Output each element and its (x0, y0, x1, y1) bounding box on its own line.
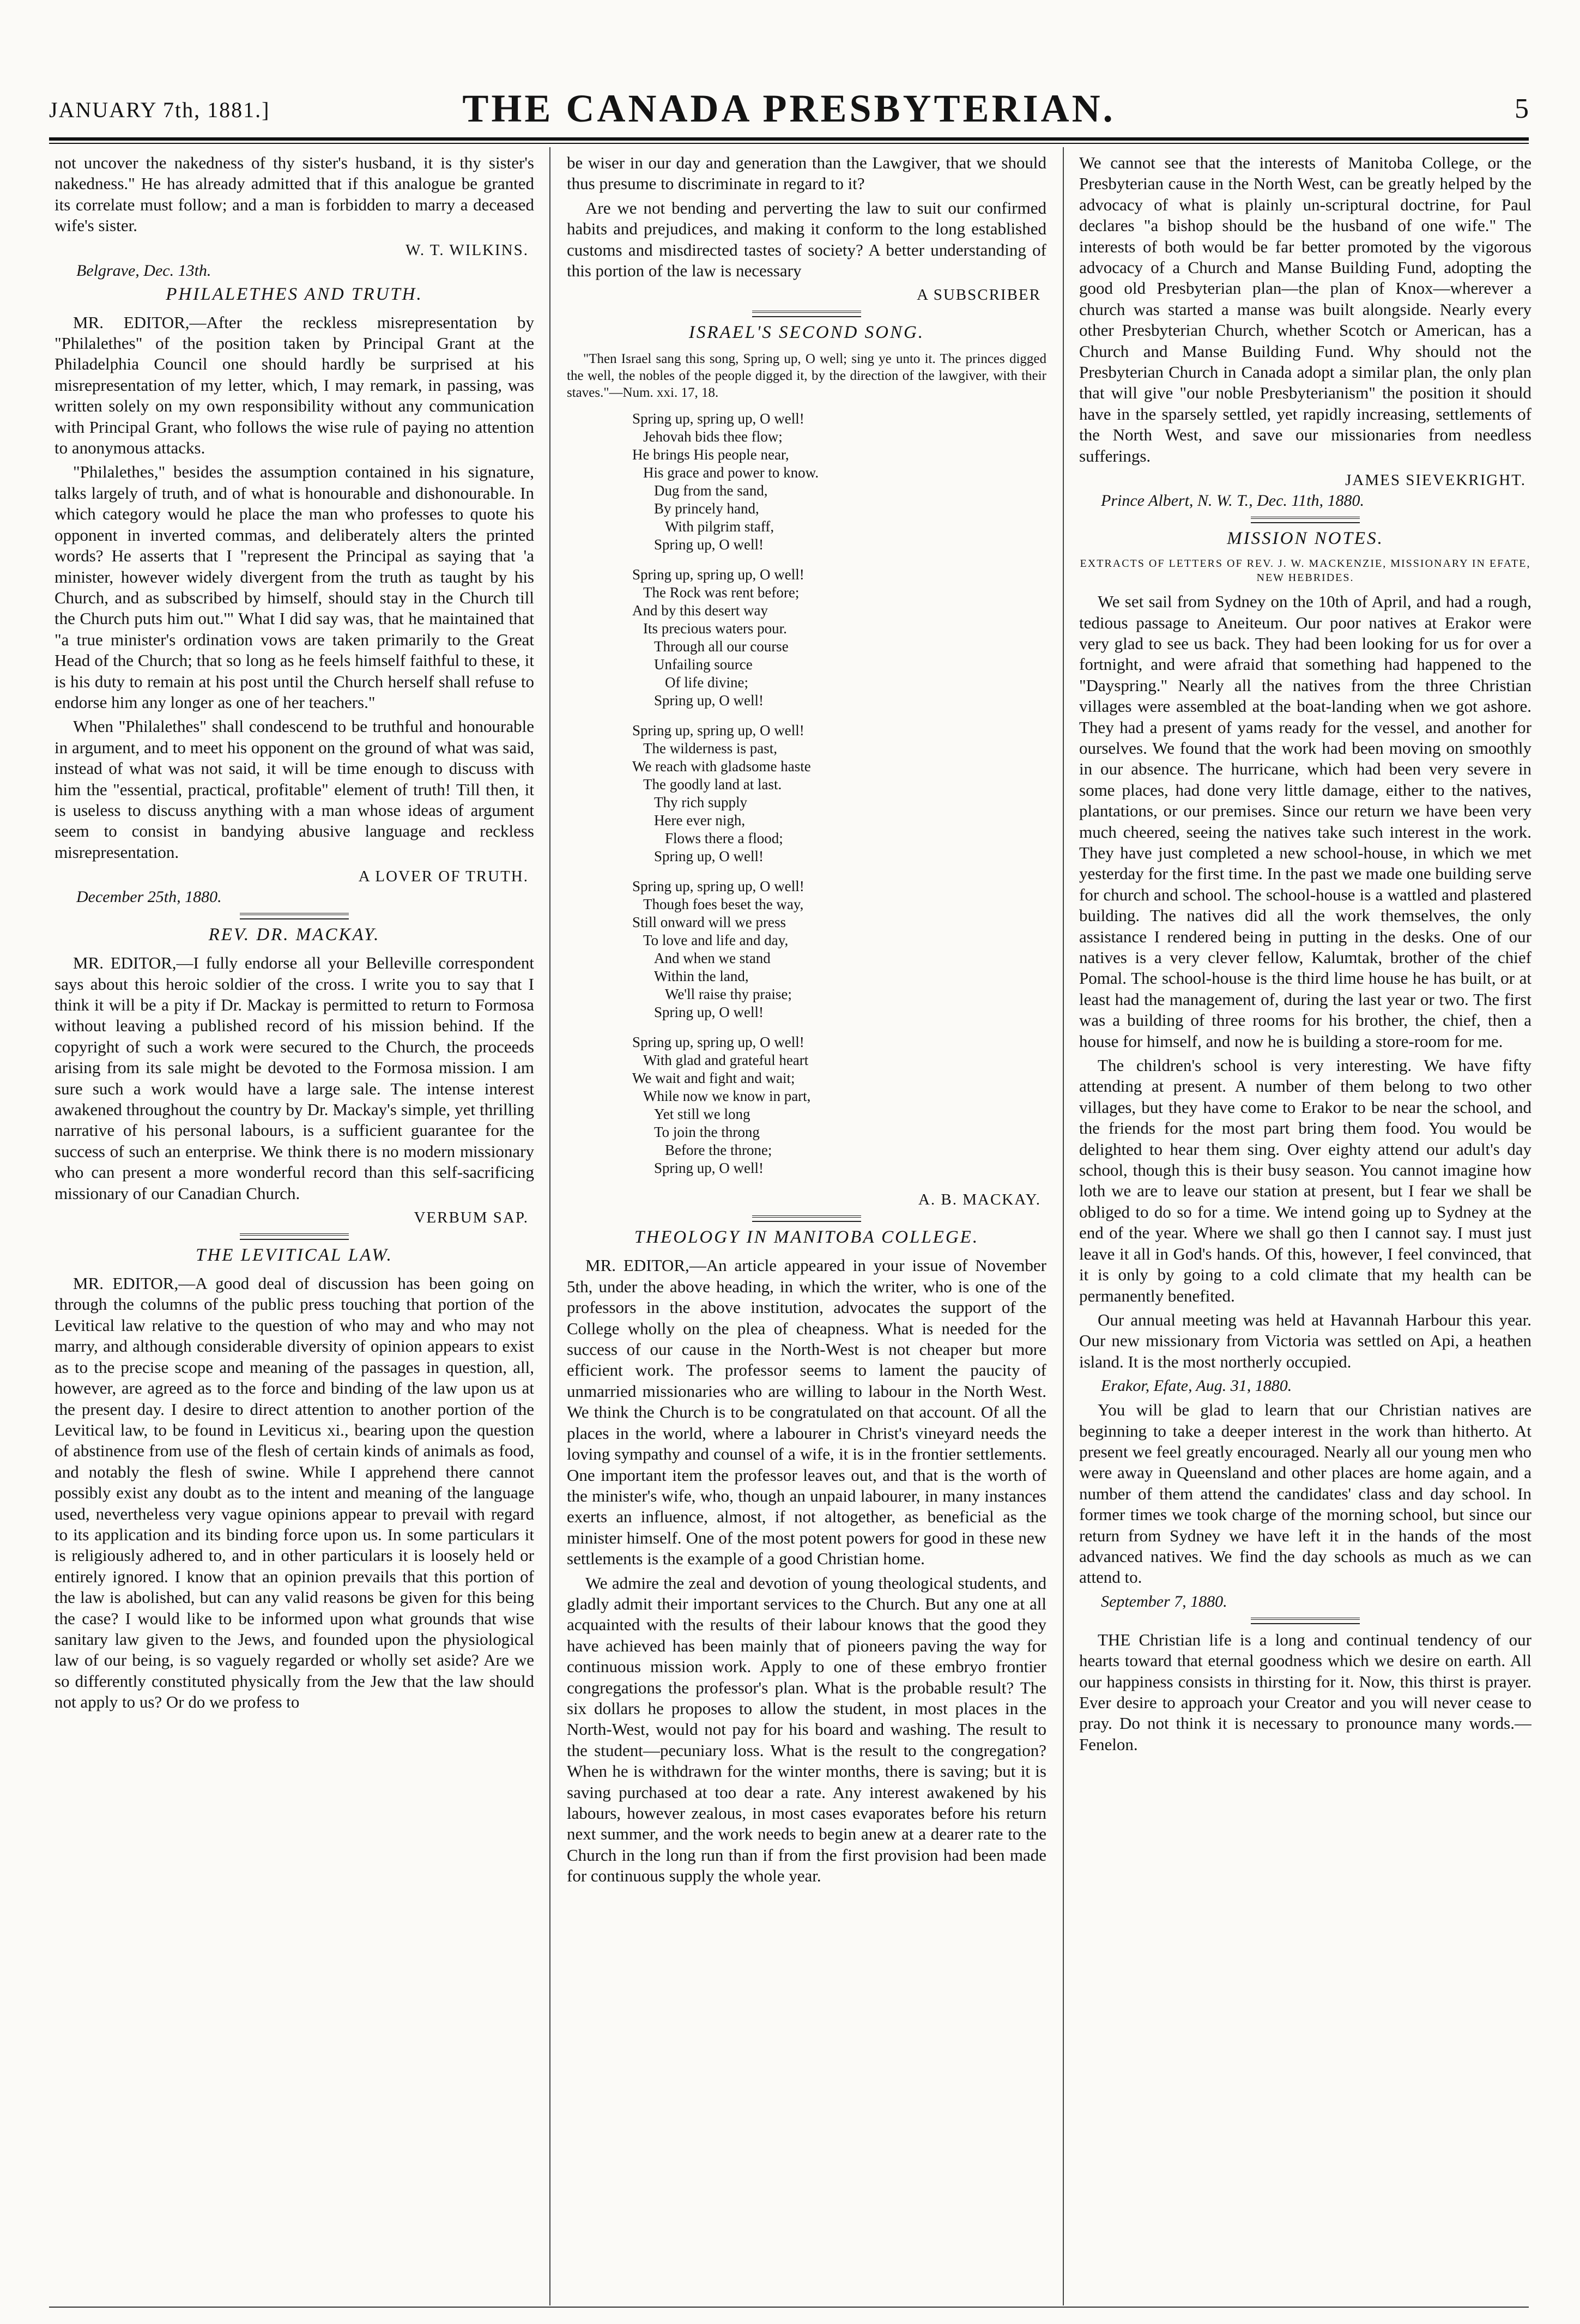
poem-line: Flows there a flood; (665, 830, 783, 847)
article-paragraph: The children's school is very interesting. We have fifty attending at present. A number of them belong to two other villages, but they have come to Erakor to be near the school, and the friends for the most part bring them food. You would be delighted to hear them sing. Over eighty attend our adult's day school, though this is their busy season. You cannot imagine how loth we are to leave our station at present, but I fear we shall be obliged to do so for a time. We intend going up to Sydney at the end of the year. Where we shall go then I cannot say. I must just leave it all in God's hands. Of this, however, I feel convinced, that it is only by going to a cold climate that my health can be permanently benefited. (1079, 1056, 1531, 1305)
article-heading: THE LEVITICAL LAW. (196, 1245, 393, 1266)
poem-line: We reach with gladsome haste (632, 758, 811, 775)
article-paragraph: not uncover the nakedness of thy sister's husband, it is thy sister's nakedness." He has already admitted that if this analogue be granted its correlate must follow; and a man is forbidden to marry a deceased wife's sister. (55, 153, 534, 235)
poem-line: To love and life and day, (643, 932, 789, 949)
column-3 (1079, 153, 1531, 2305)
poem-line: Spring up, spring up, O well! (632, 722, 804, 739)
poem-line: Thy rich supply (654, 794, 747, 811)
poem-line: Spring up, spring up, O well! (632, 878, 804, 895)
article-dateline: Belgrave, Dec. 13th. (76, 261, 211, 280)
section-separator (752, 311, 861, 317)
column-2 (567, 153, 1046, 2305)
poem-heading: ISRAEL'S SECOND SONG. (688, 323, 925, 343)
poem-line: His grace and power to know. (643, 464, 819, 481)
poem-line: We wait and fight and wait; (632, 1070, 795, 1087)
page-bottom-rule (49, 2307, 1529, 2308)
article-heading: PHILALETHES AND TRUTH. (166, 284, 423, 304)
article-paragraph: Are we not bending and perverting the law to suit our confirmed habits and prejudices, and making it conform to the long established customs and misdirected tastes of society? A better understanding of this portion of the law is necessary (567, 198, 1046, 281)
poem-line: Spring up, spring up, O well! (632, 410, 804, 427)
poem-stanza (632, 410, 1046, 554)
poem-line: Of life divine; (665, 674, 748, 691)
newspaper-title: THE CANADA PRESBYTERIAN. (462, 87, 1116, 130)
section-separator (752, 1215, 861, 1222)
article-heading: REV. DR. MACKAY. (208, 925, 380, 945)
poem-line: And when we stand (654, 950, 771, 967)
poem-line: To join the throng (654, 1124, 760, 1141)
poem-line: With glad and grateful heart (643, 1052, 809, 1069)
poem-line: Still onward will we press (632, 914, 786, 931)
page-number: 5 (1515, 93, 1529, 124)
article-paragraph: be wiser in our day and generation than the Lawgiver, that we should thus presume to discriminate in regard to it? (567, 153, 1046, 193)
column-1 (55, 153, 534, 2305)
poem-line: By princely hand, (654, 500, 759, 517)
article-paragraph: We set sail from Sydney on the 10th of April, and had a rough, tedious passage to Aneiteum. Our poor natives at Erakor were very glad to see us back. They had been looking for us for over a fortnight, and were afraid that something had happened to the "Dayspring." Nearly all the natives from the three Christian villages were assembled at the boat-landing when we got ashore. They had a present of yams ready for the vessel, and another for ourselves. We found that the work had been moving on smoothly in our absence. The hurricane, which had been very severe in some places, had done very little damage, either to the natives, plantations, or our premises. Since our return we have been very much cheered, seeing the natives take such interest in the work. They have just completed a new school-house, in which we met yesterday for the first time. In the past we made one building serve for church and school. The school-house is a wattled and plastered building. The natives did all the work themselves, the only assistance I rendered being in putting in the desks. One of our natives is a very clever fellow, Kalumtak, brother of the chief Pomal. The school-house is the third lime house he has built, or at least had the management of, during the last year or two. The first was a building of three rooms for his brother, the chief, then a house for himself, and now he is building a store-room for me. (1079, 592, 1531, 1051)
poem-line: Spring up, spring up, O well! (632, 1034, 804, 1051)
article-dateline: September 7, 1880. (1101, 1592, 1227, 1611)
article-signature: A SUBSCRIBER (917, 286, 1041, 304)
poem-line: Spring up, O well! (654, 848, 764, 865)
article-paragraph: Our annual meeting was held at Havannah Harbour this year. Our new missionary from Victoria was settled on Api, a heathen island. It is the most northerly occupied. (1079, 1310, 1531, 1371)
article-heading: MISSION NOTES. (1227, 529, 1384, 549)
poem-line: Spring up, O well! (654, 692, 764, 709)
article-signature: W. T. WILKINS. (405, 241, 529, 259)
poem-line: Yet still we long (654, 1106, 750, 1123)
poem-line: While now we know in part, (643, 1088, 811, 1105)
article-heading: THEOLOGY IN MANITOBA COLLEGE. (634, 1227, 979, 1248)
article-dateline: Erakor, Efate, Aug. 31, 1880. (1101, 1377, 1292, 1395)
column-divider (549, 147, 550, 2305)
poem-stanza (632, 1033, 1046, 1177)
article-paragraph: THE Christian life is a long and continual tendency of our hearts toward that eternal goodness which we desire on earth. All our happiness consists in thirsting for it. Now, this thirst is prayer. Ever desire to approach your Creator and you will never cease to pray. Do not think it is necessary to pronounce many words.—Fenelon. (1079, 1630, 1531, 1754)
poem-line: Here ever nigh, (654, 812, 746, 829)
poem-line: And by this desert way (632, 602, 768, 619)
article-dateline: Prince Albert, N. W. T., Dec. 11th, 1880. (1101, 492, 1365, 510)
poem-signature: A. B. MACKAY. (918, 1191, 1041, 1209)
poem-line: Its precious waters pour. (643, 620, 787, 637)
article-dateline: December 25th, 1880. (76, 888, 222, 906)
article-paragraph: MR. EDITOR,—After the reckless misrepresentation by "Philalethes" of the position taken by Principal Grant at the Philadelphia Council one should hardly be surprised at his misrepresentation of my letter, which, I may remark, in passing, was written solely on my own responsibility without any communication with Principal Grant, who follows the wise rule of paying no attention to anonymous attacks. (55, 312, 534, 458)
poem-stanza (632, 722, 1046, 866)
article-paragraph: When "Philalethes" shall condescend to be truthful and honourable in argument, and to meet his opponent on the ground of what was said, instead of what was not said, it will be time enough to discuss with him the "essential, practical, profitable" element of truth! Till then, it is useless to discuss anything with a man whose ideas of argument seem to consist in bandying abusive language and reckless misrepresentation. (55, 717, 534, 862)
section-separator (1251, 1618, 1360, 1624)
poem-stanza (632, 566, 1046, 710)
poem-line: Spring up, O well! (654, 536, 764, 553)
poem-line: Unfailing source (654, 656, 753, 673)
poem-line: Spring up, spring up, O well! (632, 566, 804, 583)
article-paragraph: We cannot see that the interests of Manitoba College, or the Presbyterian cause in the North West, can be greatly helped by the advocacy of what is plainly un-scriptural doctrine, for Paul declares "a bishop should be the husband of one wife." The interests of both would be far better promoted by the vigorous advocacy of a Church and Manse Building Fund, adopting the good old Presbyterian plan—the plan of Knox—wherever a church was started a manse was built alongside. Nearly every other Presbyterian Church, whether Scotch or American, has a Church and Manse Building Fund. Why should not the Presbyterian Church in Canada adopt a similar plan, the only plan that will give "our noble Presbyterianism" the position it should have in the sparsely settled, yet rapidly increasing, settlements of the North West, and save our missionaries from needless sufferings. (1079, 153, 1531, 465)
article-signature: JAMES SIEVEKRIGHT. (1345, 471, 1526, 489)
poem-line: The Rock was rent before; (643, 584, 800, 601)
article-signature: VERBUM SAP. (414, 1209, 529, 1227)
poem-line: Jehovah bids thee flow; (643, 428, 783, 445)
article-paragraph: MR. EDITOR,—A good deal of discussion has been going on through the columns of the public press touching that portion of the Levitical law relative to the question of who may and who may not marry, and although considerable diversity of opinion appears to exist as to the precise scope and meaning of the passages in question, all, however, are agreed as to the force and binding of the law upon us at the present day. I desire to direct attention to another portion of the Levitical law, to be found in Leviticus xi., bearing upon the question of abstinence from use of the flesh of certain kinds of animals as food, and notably the flesh of swine. While I apprehend there cannot possibly exist any doubt as to the intent and meaning of the language used, nevertheless very vague opinions appear to prevail with regard to its application and its binding force upon us. In some particulars it is religiously adhered to, and in other particulars it is loosely held or entirely ignored. I know that an opinion prevails that this portion of the law is abolished, but can any valid reasons be given for this being the case? I would like to be informed upon what grounds that wise sanitary law given to the Jews, and founded upon the physiological law of our being, is so vaguely regarded or wholly set aside? Are we so differently constituted physically from the Jew that the law should not apply to us? Or do we profess to (55, 1274, 534, 1712)
section-separator (240, 1233, 349, 1240)
poem-line: Dug from the sand, (654, 482, 768, 499)
poem-line: The wilderness is past, (643, 740, 777, 757)
article-paragraph: You will be glad to learn that our Christian natives are beginning to take a deeper interest in the work than hitherto. At present we feel greatly encouraged. Nearly all our young men who were away in Queensland and other places are home again, and a number of them attend the candidates' class and day school. In former times we took charge of the morning school, but since our return from Sydney we have left it in the hands of the most advanced natives. We find the day schools as much as we can attend to. (1079, 1400, 1531, 1587)
poem-line: We'll raise thy praise; (665, 986, 792, 1003)
column-divider (1063, 147, 1064, 2305)
poem-line: Before the throne; (665, 1142, 772, 1159)
article-paragraph: MR. EDITOR,—I fully endorse all your Belleville correspondent says about this heroic soldier of the cross. I write you to say that I think it will be a pity if Dr. Mackay is permitted to return to Formosa without leaving a published record of his mission behind. If the copyright of such a work were secured to the Church, the proceeds arising from its sale might be devoted to the Formosa mission. I am sure such a work would have a large sale. The intense interest awakened throughout the country by Dr. Mackay's simple, yet thrilling narrative of his personal labours, is a sufficient guarantee for the success of such an enterprise. We think there is no modern missionary who can present a more wonderful record than this self-sacrificing missionary of our Canadian Church. (55, 953, 534, 1203)
article-signature: A LOVER OF TRUTH. (358, 868, 529, 886)
poem-line: Through all our course (654, 638, 789, 655)
article-paragraph: We admire the zeal and devotion of young theological students, and gladly admit their important services to the Church. But any one at all acquainted with the results of their labour knows that the good they have achieved has been mainly that of pioneers paving the way for continuous mission work. Apply to one of these embryo frontier congregations the professor's plan. What is the probable result? The six dollars he proposes to allow the student, in most places in the North-West, would not pay for his board and washing. The result to the student—pecuniary loss. What is the result to the congregation? When he is withdrawn for the winter months, there is saving; but it is saving purchased at too dear a rate. Any interest awakened by his labours, however zealous, in most cases evaporates before his return next summer, and the work needs to begin anew at a dearer rate to the Church in the long run than if from the first provision had been made for continuous supply the whole year. (567, 1573, 1046, 1886)
article-paragraph: MR. EDITOR,—An article appeared in your issue of November 5th, under the above heading, in which the writer, who is one of the professors in the above institution, advocates the support of the College wholly on the plea of cheapness. What is needed for the success of our cause in the North-West is not cheaper but more efficient work. The professor seems to lament the paucity of unmarried missionaries who are willing to labour in the North West. We think the Church is to be congratulated on that account. Of all the places in the world, where a labourer in Christ's vineyard needs the loving sympathy and counsel of a wife, it is in the frontier settlements. One important item the professor leaves out, and that is the worth of the minister's wife, who, though an unpaid labourer, in many instances exerts an influence, almost, if not altogether, as beneficial as the minister himself. One of the most potent powers for good in these new settlements is the example of a good Christian home. (567, 1256, 1046, 1569)
poem-line: Within the land, (654, 968, 749, 985)
masthead (49, 82, 1529, 131)
masthead-rule (49, 137, 1529, 144)
poem-line: Though foes beset the way, (643, 896, 804, 913)
section-separator (240, 913, 349, 919)
poem-line: He brings His people near, (632, 446, 789, 463)
issue-date: JANUARY 7th, 1881.] (49, 98, 270, 122)
poem-line: The goodly land at last. (643, 776, 782, 793)
section-separator (1251, 517, 1360, 523)
poem-epigraph: "Then Israel sang this song, Spring up, O well; sing ye unto it. The princes digged the well, the nobles of the people digged it, by the direction of the lawgiver, with their staves."—Num. xxi. 17, 18. (567, 352, 1046, 401)
article-paragraph: "Philalethes," besides the assumption contained in his signature, talks largely of truth, and of what is honourable and dishonourable. In which category would he place the man who professes to quote his opponent in inverted commas, and deliberately alters the printed words? He asserts that I "represent the Principal as saying that 'a minister, however widely divergent from the truth as taught by his Church, and as subscribed by himself, should stay in the Church till the Church puts him out.'" What I did say was, that he maintained that "a true minister's ordination vows are taken primarily to the Great Head of the Church; that so long as he feels himself faithful to these, it is his duty to remain at his post until the Church herself shall refuse to endorse him any longer as one of her teachers." (55, 462, 534, 712)
poem-line: Spring up, O well! (654, 1004, 764, 1021)
article-subheading: EXTRACTS OF LETTERS OF REV. J. W. MACKENZIE, MISSIONARY IN EFATE, NEW HEBRIDES. (1080, 558, 1531, 584)
poem-line: Spring up, O well! (654, 1160, 764, 1177)
poem-stanza (632, 877, 1046, 1021)
poem-line: With pilgrim staff, (665, 518, 774, 535)
